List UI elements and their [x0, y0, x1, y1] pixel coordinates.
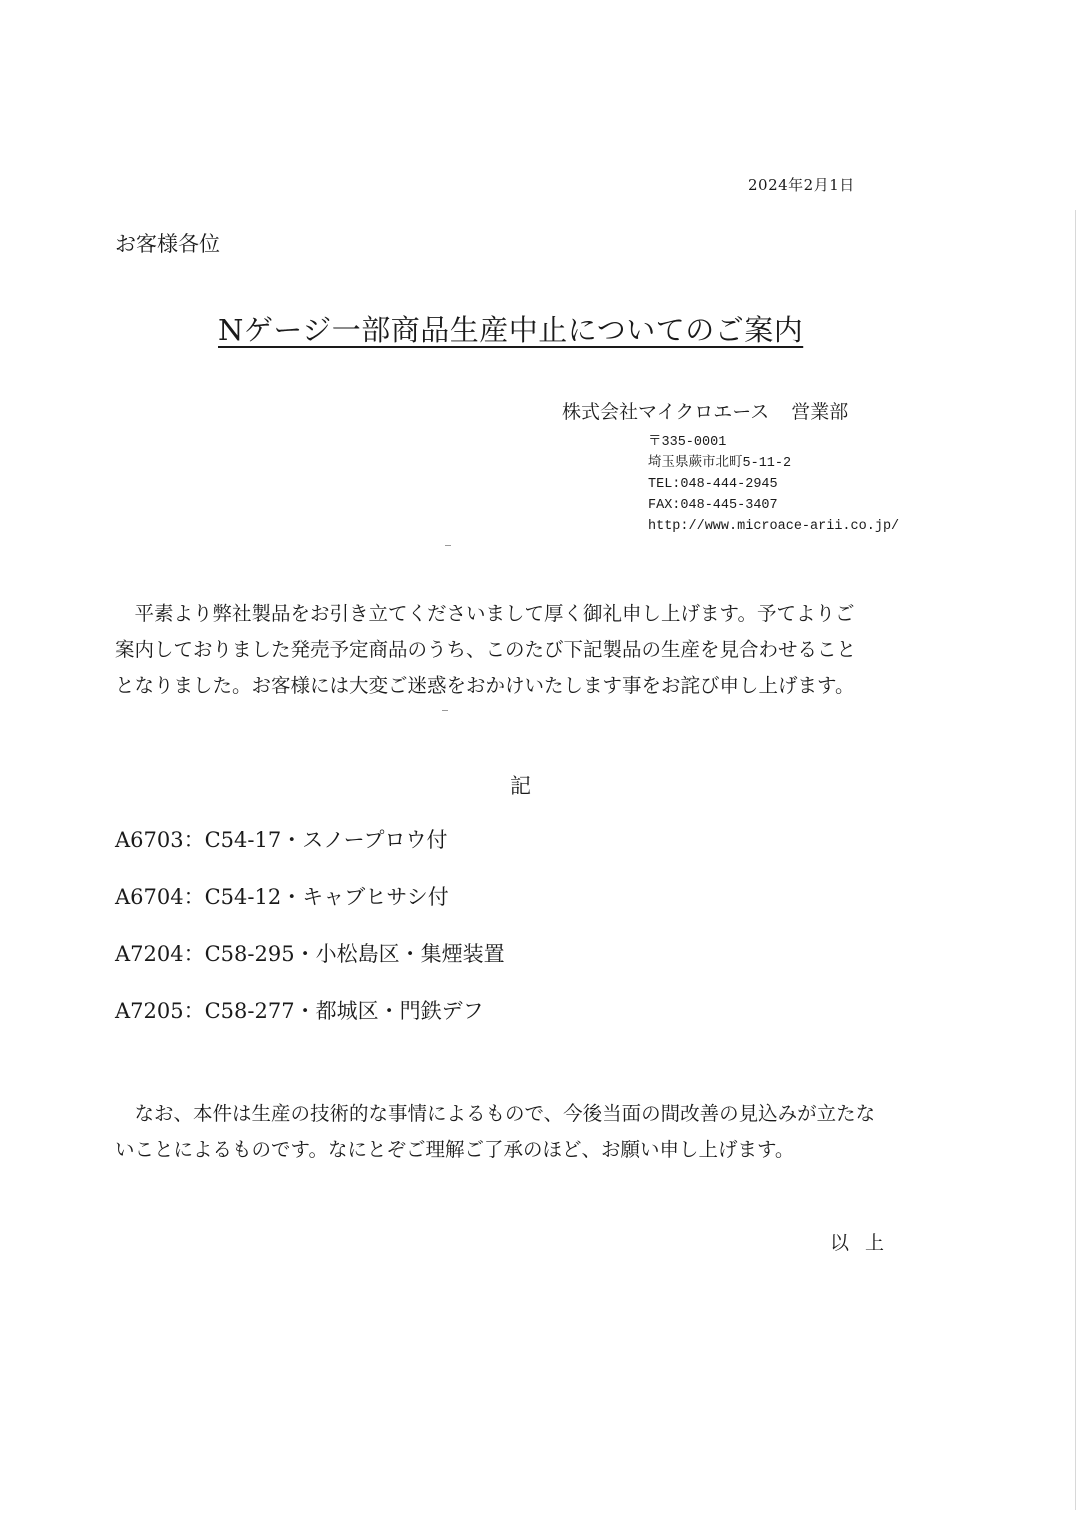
sender-department: 営業部 — [791, 401, 849, 423]
paragraph-line: いことによるものです。なにとぞご理解ご了承のほど、お願い申し上げます。 — [115, 1138, 795, 1161]
phone-number: TEL:048-444-2945 — [648, 477, 778, 492]
product-item — [115, 881, 505, 938]
scan-speck — [442, 710, 448, 711]
product-name: C54-17・スノープロウ付 — [204, 828, 448, 852]
sender-company: 株式会社マイクロエース — [562, 401, 770, 423]
closing-paragraph — [115, 1096, 935, 1168]
item-separator: ： — [183, 828, 205, 852]
scan-edge — [1075, 210, 1076, 1510]
product-item — [115, 824, 505, 881]
fax-number: FAX:048-445-3407 — [648, 498, 778, 513]
paragraph-line: となりました。お客様には大変ご迷惑をおかけいたします事をお詫び申し上げます。 — [115, 674, 855, 697]
website-url: http://www.microace-arii.co.jp/ — [648, 519, 900, 534]
product-name: C58-277・都城区・門鉄デフ — [204, 999, 484, 1023]
sender-address-block — [648, 432, 899, 537]
product-item — [115, 995, 505, 1052]
street-address: 埼玉県蕨市北町5-11-2 — [648, 456, 792, 471]
paragraph-line: 平素より弊社製品をお引き立てくださいまして厚く御礼申し上げます。予てよりご — [115, 602, 855, 625]
document-date: 2024年2月1日 — [748, 176, 855, 194]
product-list — [115, 824, 505, 1052]
item-separator: ： — [183, 942, 205, 966]
product-code: A7204 — [115, 942, 184, 966]
product-code: A7205 — [115, 999, 184, 1023]
recipient: お客様各位 — [115, 232, 220, 256]
product-name: C58-295・小松島区・集煙装置 — [204, 942, 505, 966]
product-code: A6704 — [115, 885, 184, 909]
scan-speck — [445, 545, 451, 546]
product-name: C54-12・キャブヒサシ付 — [204, 885, 449, 909]
item-separator: ： — [183, 999, 205, 1023]
paragraph-line: なお、本件は生産の技術的な事情によるもので、今後当面の間改善の見込みが立たな — [115, 1102, 876, 1125]
product-item — [115, 938, 505, 995]
intro-paragraph — [115, 596, 935, 704]
item-separator: ： — [183, 885, 205, 909]
closing-mark: 以上 — [830, 1232, 901, 1254]
postal-code: 〒335-0001 — [648, 435, 727, 450]
ki-heading: 記 — [510, 774, 531, 798]
paragraph-line: 案内しておりました発売予定商品のうち、このたび下記製品の生産を見合わせること — [115, 638, 857, 661]
sender-block — [562, 397, 848, 424]
document-title: Nゲージ一部商品生産中止についてのご案内 — [218, 313, 804, 347]
product-code: A6703 — [115, 828, 184, 852]
